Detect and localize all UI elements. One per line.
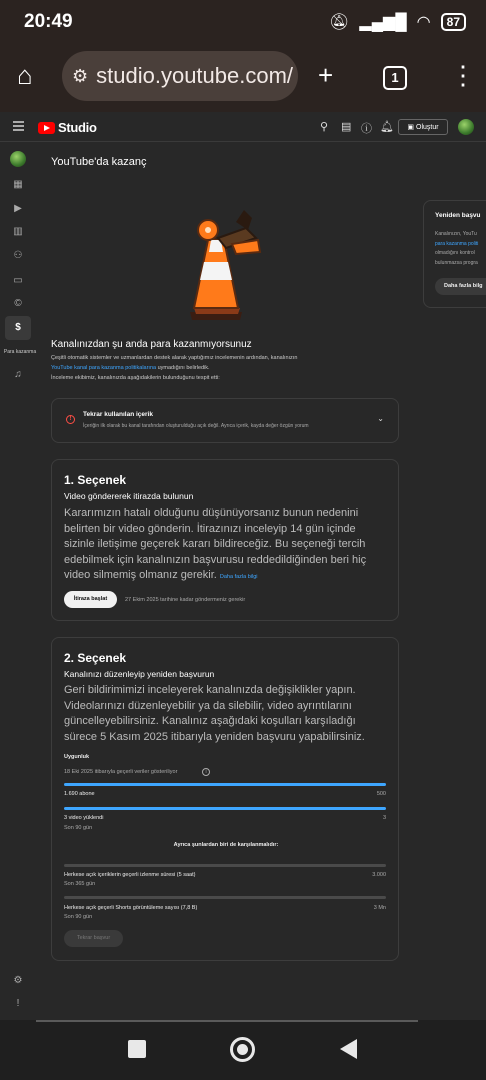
option-1-text: Kararımızın hatalı olduğunu düşünüyorsanız bunun nedenini belirten bir video gönderin. İtirazınızı inceleyip 14 gün içinde sizinle iletişime geçerek kararı bildireceğiz. Bu seçeneği tercih edebilmek için kanalınızın başvurusu reddedildiğinden beri hiç video silmemiş olmanız gerekir. Daha fazla bilgi xyxy=(64,507,367,581)
learn-more-button[interactable]: Daha fazla bilg xyxy=(435,278,486,295)
watch-time-label: Herkese açık içeriklerin geçerli izlenme süresi (5 saat) xyxy=(64,872,196,878)
feedback-icon[interactable]: ▤ xyxy=(341,121,352,133)
videos-period: Son 90 gün xyxy=(64,825,93,831)
subtitles-icon[interactable]: ▭ xyxy=(13,275,23,286)
tab-switcher-button[interactable]: 1 xyxy=(383,66,407,90)
policy-link-2[interactable]: para kazanma politi xyxy=(435,240,479,247)
browser-toolbar xyxy=(0,44,486,112)
back-button[interactable] xyxy=(340,1039,357,1059)
home-button[interactable] xyxy=(230,1037,255,1062)
shorts-label: Herkese açık geçerli Shorts görüntüleme sayısı (7,8 B) xyxy=(64,905,198,911)
content-icon[interactable]: ▶ xyxy=(14,203,22,214)
search-icon[interactable]: ⚲ xyxy=(320,121,329,133)
wifi-icon: ◠ xyxy=(416,14,431,31)
settings-icon[interactable]: ⚙ xyxy=(13,975,23,986)
send-feedback-icon[interactable]: ! xyxy=(16,998,20,1009)
option-1-subheading: Video göndererek itirazda bulunun xyxy=(64,491,194,501)
eligibility-heading: Uygunluk xyxy=(64,754,90,760)
clock: 20:49 xyxy=(24,11,73,32)
subscribers-label: 1.690 abone xyxy=(64,791,95,797)
start-appeal-button[interactable]: İtiraza başlat xyxy=(64,591,117,608)
watch-time-period: Son 365 gün xyxy=(64,881,96,887)
status-heading: Kanalınızdan şu anda para kazanmıyorsunuz xyxy=(51,339,252,350)
option-1-card xyxy=(51,459,399,621)
option-2-heading: 2. Seçenek xyxy=(64,651,127,665)
signal-icon: ▂▄▆█ xyxy=(359,14,407,31)
home-icon[interactable]: ⌂ xyxy=(17,60,33,90)
watch-time-target: 3.000 xyxy=(372,872,386,878)
policy-link[interactable]: YouTube kanal para kazanma politikalarına xyxy=(51,365,157,371)
menu-icon[interactable] xyxy=(13,121,24,133)
reapply-info-title: Yeniden başvu xyxy=(435,212,481,219)
learn-more-link[interactable]: Daha fazla bilgi xyxy=(219,574,258,580)
help-icon[interactable]: ⓘ xyxy=(361,123,372,135)
appeal-deadline: 27 Ekim 2025 tarihine kadar göndermeniz gerekir xyxy=(125,597,246,603)
new-tab-icon[interactable]: + xyxy=(318,60,334,90)
videos-progress-bar xyxy=(64,807,386,810)
videos-label: 3 video yüklendi xyxy=(64,815,104,821)
reapply-info-card xyxy=(423,200,486,308)
mute-icon: 🔕︎ xyxy=(329,14,350,31)
channel-avatar[interactable] xyxy=(10,151,26,167)
option-2-subheading: Kanalınızı düzenleyip yeniden başvurun xyxy=(64,669,215,679)
subscribers-progress-bar xyxy=(64,783,386,786)
warning-icon: ! xyxy=(66,415,75,424)
shorts-period: Son 90 gün xyxy=(64,914,93,920)
traffic-cone-illustration xyxy=(186,200,306,320)
reason-subtitle: İçeriğin ilk olarak bu kanal tarafından oluşturulduğu açık değil. Ayrıca içerik, kayda değer özgün yorum xyxy=(83,423,309,429)
address-bar[interactable] xyxy=(62,51,298,101)
reused-content-card[interactable] xyxy=(51,398,399,443)
copyright-icon[interactable]: © xyxy=(14,298,22,309)
recent-apps-button[interactable] xyxy=(128,1040,146,1058)
battery-icon: 87 xyxy=(441,13,466,31)
subscribers-target: 500 xyxy=(376,791,386,797)
analytics-icon[interactable]: ▥ xyxy=(13,226,23,237)
sidebar xyxy=(0,142,36,1020)
url-text: studio.youtube.com/ xyxy=(96,63,294,88)
option-2-card xyxy=(51,637,399,961)
also-meet-heading: Ayrıca şunlardan biri de karşılanmalıdır: xyxy=(173,842,279,848)
monetization-icon[interactable]: $ xyxy=(5,316,31,340)
info-icon[interactable]: i xyxy=(202,768,210,776)
reapply-button[interactable]: Tekrar başvur xyxy=(64,930,123,947)
more-menu-icon[interactable]: ⋮ xyxy=(450,60,476,90)
option-2-text: Geri bildirimimizi inceleyerek kanalınızda değişiklikler yapın. Videolarınızı düzenleyebilir ya da silebilir, video ayrıntılarını güncelleyebilirsiniz. Kanalınız aşağıdaki koşulları karşıladığı sürece 5 Kasım 2025 itibarıyla yeniden başvuru yapabilirsiniz. xyxy=(64,684,365,743)
videos-target: 3 xyxy=(382,815,386,821)
status-bar xyxy=(0,0,486,44)
watch-time-progress-bar xyxy=(64,864,386,867)
system-nav-bar xyxy=(0,1020,486,1080)
dashboard-icon[interactable]: ▦ xyxy=(13,179,23,190)
chevron-down-icon[interactable]: ⌄ xyxy=(377,414,384,423)
account-avatar[interactable] xyxy=(458,119,474,135)
status-description: Çeşitli otomatik sistemler ve uzmanlardan destek alarak yaptığımız incelemenin ardından, kanalınızın YouTube kanal para kazanma politikalarına uymadığını belirledik. İnceleme ekibimiz, kanalınızda aşağıdakilerin bulunduğunu tespit etti: xyxy=(51,355,298,381)
reason-title: Tekrar kullanılan içerik xyxy=(83,411,153,418)
sidebar-item-monetization-label: Para kazanma xyxy=(3,349,37,355)
notifications-icon[interactable]: 🔔︎ xyxy=(380,121,394,133)
create-icon: ▣ xyxy=(407,124,415,131)
audio-library-icon[interactable]: ♫ xyxy=(14,369,22,380)
site-settings-icon[interactable]: ⚙︎ xyxy=(72,65,89,86)
youtube-logo-icon xyxy=(38,122,55,134)
page-title: YouTube'da kazanç xyxy=(51,156,147,168)
create-button[interactable]: ▣ Oluştur xyxy=(398,119,448,135)
shorts-target: 3 Mn xyxy=(373,905,386,911)
reapply-info-text: Kanalınızın, YouTu para kazanma politi olmadığını kontrol bulunmazsa progra xyxy=(435,231,479,266)
shorts-progress-bar xyxy=(64,896,386,899)
studio-logo[interactable] xyxy=(38,120,97,135)
app-name: Studio xyxy=(58,120,97,135)
data-as-of: 18 Eki 2025 itibarıyla geçerli veriler gösteriliyor xyxy=(64,769,178,775)
option-1-heading: 1. Seçenek xyxy=(64,473,127,487)
community-icon[interactable]: ⚇ xyxy=(13,250,23,261)
